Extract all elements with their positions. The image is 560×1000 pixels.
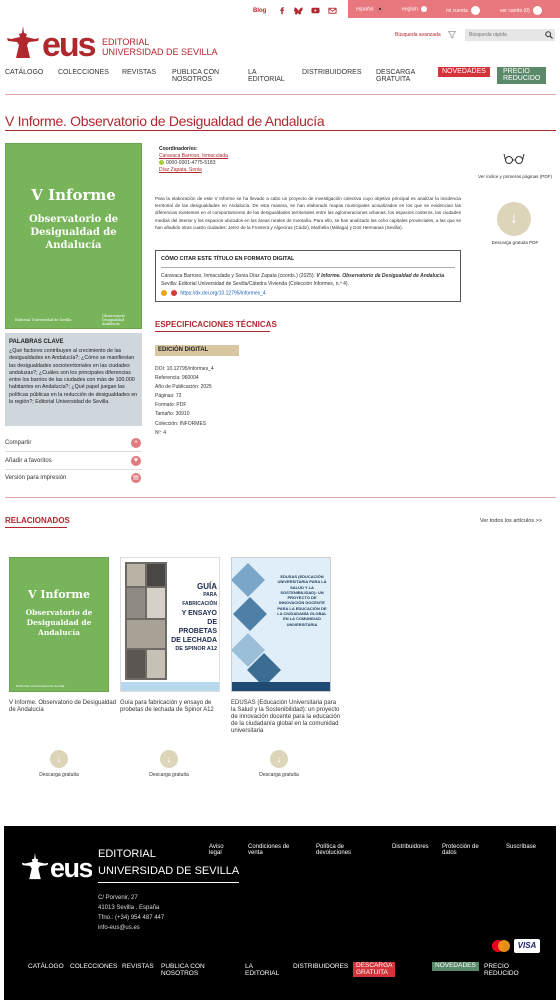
radio-selected-icon xyxy=(377,6,383,12)
nav-catalogo[interactable]: CATÁLOGO xyxy=(5,69,44,76)
account-link[interactable]: mi cuenta xyxy=(446,6,480,15)
footer-distribuidores[interactable]: Distribuidores xyxy=(392,844,429,850)
footer-nav-revistas[interactable]: REVISTAS xyxy=(122,963,154,970)
print-action[interactable]: Versión para impresión ▤ xyxy=(5,473,142,487)
book-cover: V Informe Observatorio de Desigualdad de Andalucía Editorial Universidad de Sevilla Observatorio Desigualdad Andalucía xyxy=(5,143,142,329)
search-icon[interactable] xyxy=(545,31,553,39)
lang-en[interactable]: english xyxy=(402,6,427,12)
footer-nav-precio[interactable]: PRECIO REDUCIDO xyxy=(484,963,519,977)
mastercard-icon xyxy=(491,939,511,953)
free-download-link[interactable]: Descarga gratuita PDF xyxy=(491,240,539,245)
doi-icon[interactable] xyxy=(171,290,177,296)
citation-text: Caravaca Barroso, Inmaculada y Sonia Díaz Zapata (coords.) (2025): V Informe. Observatorio de Desigualdad de Andalucía. Sevilla: Editorial Universidad de Sevilla/Cátedra Vivienda (Colección Informes, n.º 4). xyxy=(161,273,446,287)
coordinators: Coordinador/es: Caravaca Barroso, Inmaculada 0000-0001-4775-5183 Díaz Zapata, Sonia xyxy=(159,146,228,173)
footer-condiciones[interactable]: Condiciones de venta xyxy=(248,844,290,856)
related-download-3[interactable]: Descarga gratuita xyxy=(259,772,299,778)
nav-descarga[interactable]: DESCARGA GRATUITA xyxy=(376,69,416,83)
nav-precio-reducido[interactable]: PRECIO REDUCIDO xyxy=(497,67,546,84)
footer-nav-publica[interactable]: PUBLICA CON NOSOTROS xyxy=(161,963,205,977)
radio-icon xyxy=(421,6,427,12)
footer-nav-novedades[interactable]: NOVEDADES xyxy=(432,962,479,971)
footer xyxy=(4,826,556,1000)
coordinator-link-1[interactable]: Caravaca Barroso, Inmaculada xyxy=(159,153,228,159)
mendeley-icon[interactable] xyxy=(161,290,167,296)
keywords-box: PALABRAS CLAVE ¿Qué factores contribuyen al crecimiento de las desigualdades en Andalucía?; ¿Cómo se manifiestan las desigualdades socioterritoriales en las ciudades andaluzas?; ¿Cuáles son los principales diferencias entre los barrios de las ciudades con más de 100.000 habitantes en Andalucía?; ¿Qué papel juegan las políticas públicas en la reducción de desigualdades en la región?; Editorial Universidad de Sevilla. xyxy=(5,333,142,426)
advanced-search-link[interactable]: Búsqueda avanzada xyxy=(395,32,441,38)
citation-box: CÓMO CITAR ESTE TÍTULO EN FORMATO DIGITAL Caravaca Barroso, Inmaculada y Sonia Díaz Zapata (coords.) (2025): V Informe. Observatorio de Desigualdad de Andalucía. Sevilla: Editorial Universidad de Sevilla/Cátedra Vivienda (Colección Informes, n.º 4). https://dx.doi.org/10.12795/informes_4 xyxy=(155,250,461,302)
related-cover-1[interactable]: V Informe Observatorio de Desigualdad de Andalucía Editorial Universidad de Sevilla xyxy=(9,557,109,692)
coordinator-link-2[interactable]: Díaz Zapata, Sonia xyxy=(159,167,202,173)
related-cover-2[interactable]: GUÍA PARA FABRICACIÓN Y ENSAYO DE PROBETAS DE LECHADA DE SPINOR A12 xyxy=(120,557,220,692)
download-arrow-icon[interactable]: ↓ xyxy=(50,750,68,768)
cover-photo-collage xyxy=(125,562,167,680)
nav-revistas[interactable]: REVISTAS xyxy=(122,69,157,76)
orcid-link[interactable]: 0000-0001-4775-5183 xyxy=(166,160,216,166)
visa-icon: VISA xyxy=(514,939,540,953)
user-icon xyxy=(471,6,480,15)
lang-es[interactable]: español xyxy=(356,6,383,12)
svg-text:eus: eus xyxy=(50,854,92,880)
footer-nav-descarga[interactable]: DESCARGA GRATUITA xyxy=(353,962,395,977)
footer-address: C/ Porvenir, 27 41013 Sevilla . España Tfno.: (+34) 954 487 447 info-eus@us.es xyxy=(98,895,165,931)
cart-icon xyxy=(533,6,542,15)
footer-proteccion[interactable]: Protección de datos xyxy=(442,844,479,856)
page-title: V Informe. Observatorio de Desigualdad de Andalucía xyxy=(5,113,325,129)
language-bar xyxy=(348,0,560,18)
nav-colecciones[interactable]: COLECCIONES xyxy=(58,69,109,76)
cart-link[interactable]: ver carrito (0) xyxy=(500,6,542,15)
index-pdf-link[interactable]: Ver índice y primeras páginas (PDF) xyxy=(477,174,553,179)
svg-text:eus: eus xyxy=(42,28,95,60)
blog-link[interactable]: Blog xyxy=(253,8,267,14)
related-title-3[interactable]: EDUSAS (Educación Universitaria para la Salud y la Sostenibilidad): un proyecto de innovación docente para la educación de la ciudadanía global en la comunidad universitaria xyxy=(231,700,341,734)
specs-underline xyxy=(155,331,270,332)
related-title-1[interactable]: V Informe. Observatorio de Desigualdad de Andalucía xyxy=(9,700,117,713)
nav-distribuidores[interactable]: DISTRIBUIDORES xyxy=(302,69,362,76)
bluesky-icon[interactable] xyxy=(294,6,303,15)
specs-list: DOI: 10.12795/informes_4 Referencia: 960004 Año de Publicación: 2025 Páginas: 72 Formato: PDF Tamaño: 30910 Colección: INFORMES Nº: 4 xyxy=(155,366,214,436)
see-all-link[interactable]: Ver todos los artículos >> xyxy=(480,518,543,524)
footer-brand: EDITORIAL UNIVERSIDAD DE SEVILLA xyxy=(98,846,239,883)
title-underline xyxy=(5,130,556,131)
download-arrow-icon[interactable]: ↓ xyxy=(497,202,531,236)
footer-aviso-legal[interactable]: Aviso legal xyxy=(209,844,224,856)
footer-nav-editorial[interactable]: LA EDITORIAL xyxy=(245,963,280,977)
related-download-1[interactable]: Descarga gratuita xyxy=(39,772,79,778)
edition-tag: EDICIÓN DIGITAL xyxy=(155,345,239,356)
nav-editorial[interactable]: LA EDITORIAL xyxy=(248,69,285,83)
related-title-2[interactable]: Guía para fabricación y ensayo de probetas de lechada de Spinor A12 xyxy=(120,700,214,713)
nav-novedades[interactable]: NOVEDADES xyxy=(438,67,490,77)
footer-nav-colecciones[interactable]: COLECCIONES xyxy=(70,963,118,970)
giralda-logo-icon xyxy=(5,25,41,59)
print-icon: ▤ xyxy=(131,473,141,483)
footer-nav-catalogo[interactable]: CATÁLOGO xyxy=(28,963,64,970)
divider xyxy=(5,94,556,95)
share-action[interactable]: Compartir + xyxy=(5,438,142,452)
footer-email-link[interactable]: info-eus@us.es xyxy=(98,925,140,931)
related-cover-3[interactable]: EDUSAS (EDUCACIÓN UNIVERSITARIA PARA LA SALUD Y LA SOSTENIBILIDAD): UN PROYECTO DE INNOVACIÓN DOCENTE PARA LA EDUCACIÓN DE LA CIUDADANÍA GLOBAL EN LA COMUNIDAD UNIVERSITARIA xyxy=(231,557,331,692)
footer-nav-distribuidores[interactable]: DISTRIBUIDORES xyxy=(293,963,349,970)
facebook-icon[interactable] xyxy=(278,6,287,15)
glasses-icon[interactable] xyxy=(503,150,525,166)
heart-icon: ♥ xyxy=(131,456,141,466)
quick-search-input[interactable] xyxy=(465,29,555,41)
brand-name: EDITORIAL UNIVERSIDAD DE SEVILLA xyxy=(102,37,218,57)
plus-icon: + xyxy=(131,438,141,448)
footer-politica[interactable]: Política de devoluciones xyxy=(316,844,352,856)
doi-link[interactable]: https://dx.doi.org/10.12795/informes_4 xyxy=(180,290,266,297)
divider xyxy=(5,497,556,498)
related-heading: RELACIONADOS xyxy=(5,516,70,525)
related-underline xyxy=(5,527,67,528)
mail-icon[interactable] xyxy=(328,6,337,15)
eus-logo xyxy=(42,28,98,60)
footer-suscribase[interactable]: Suscríbase xyxy=(506,844,537,850)
eus-logo xyxy=(50,854,92,880)
filter-icon[interactable] xyxy=(448,31,456,39)
download-arrow-icon[interactable]: ↓ xyxy=(270,750,288,768)
related-download-2[interactable]: Descarga gratuita xyxy=(149,772,189,778)
nav-publica[interactable]: PUBLICA CON NOSOTROS xyxy=(172,69,220,83)
specs-heading: ESPECIFICACIONES TÉCNICAS xyxy=(155,320,277,329)
orcid-icon xyxy=(159,160,164,165)
favorites-action[interactable]: Añadir a favoritos ♥ xyxy=(5,456,142,470)
download-arrow-icon[interactable]: ↓ xyxy=(160,750,178,768)
giralda-logo-icon xyxy=(20,852,50,880)
book-description: Para la elaboración de este V Informe se ha llevado a cabo un proyecto de investigación colectiva cuyo objetivo principal es analizar la incidencia territorial de las desigualdades en Andalucía. De esta manera, se han elaborado mapas municipales actualizados en los que se evidencian las diferencias existentes en el comportamiento de las desigualdades territoriales entre las aglomeraciones urbanas, los espacios costeros, las ciudades medias del interior y los espacios ubicados en las áreas rurales de montaña. Para ello, se han analizado las ocho capitales provinciales, a las que se han añadido otras cuatro ciudades: Jerez de la Frontera y Algeciras (Cádiz), Marbella (Málaga) y Dos Hermanas (Sevilla). xyxy=(155,196,461,230)
youtube-icon[interactable] xyxy=(311,6,320,15)
